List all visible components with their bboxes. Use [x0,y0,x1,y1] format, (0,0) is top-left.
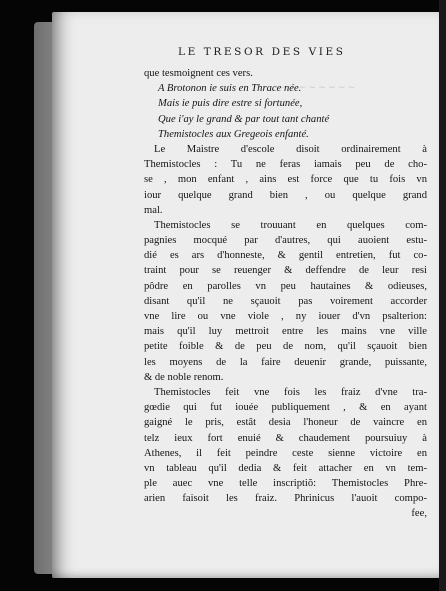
text-line: pôdre en parolles vn peu hautaines & odieuses, [144,280,427,292]
bleed-through-text: — ∼ ∼ ∼ ∼ ∼ ∼ ∼ [278,82,355,92]
text-line: gœdie qui fut iouée publiquement , & en ayant [144,402,427,414]
text-line: vne lire ou vne viole , ny iouer d'vn psalterion: [144,311,427,322]
text-line: mais qu'il luy mettroit entre les mains vne ville [144,326,427,338]
text-line: & de noble renom. [144,371,224,383]
text-line: Themistocles feit vne fois les fraiz d'vne tra- [154,386,427,398]
text-line: Mais ie puis dire estre si fortunée, [158,98,303,110]
text-line: pagnies mocqué par d'autres, qui auoient estu- [144,235,427,247]
text-line: iour quelque grand bien , ou quelque grand [144,189,427,201]
text-line: gaigné le pris, estât desia l'honeur de vaincre en [144,417,427,429]
text-line: petite foible & de peu de nom, qu'il sçauoit bien [144,341,427,353]
text-line: ple auec vne telle inscriptiõ: Themistocles Phre- [144,478,427,490]
scan-border [439,0,446,591]
text-line: traint pour se reuenger & deffendre de leur resi [144,265,427,277]
text-line: disant qu'il ne sçauoit pas voirement accorder [144,295,427,307]
text-line: fee, [411,508,427,520]
text-line: telz ieux fort enuié & chaudement poursuiuy à [144,432,427,444]
text-line: les moyens de la faire deuenir grande, puissante, [144,356,427,368]
text-line: Themistocles se trouuant en quelques com- [154,219,427,231]
running-head: LE TRESOR DES VIES [178,46,346,58]
text-line: dié es ars d'honneste, & gentil entretien, fut co- [144,250,427,262]
text-line: que tesmoignent ces vers. [144,68,253,79]
body-text [144,66,427,522]
text-line: Que i'ay le grand & par tout tant chanté [158,113,330,125]
text-line: vn tableau qu'il dedia & feit attacher en vn tem- [144,462,427,474]
text-line: mal. [144,204,163,216]
text-line: Athenes, il feit peindre ceste sienne victoire en [144,447,427,459]
text-line: Le Maistre d'escole disoit ordinairement à [154,143,427,155]
text-line: se , mon enfant , ains est force que tu fois vn [144,174,427,186]
text-line: A Brotonon ie suis en Thrace née. [158,83,302,95]
text-line: Themistocles aux Gregeois enfanté. [158,128,309,140]
text-line: Themistocles : Tu ne feras iamais peu de cho- [144,159,427,171]
text-line: arien faisoit les fraiz. Phrinicus l'auoit compo- [144,493,427,505]
